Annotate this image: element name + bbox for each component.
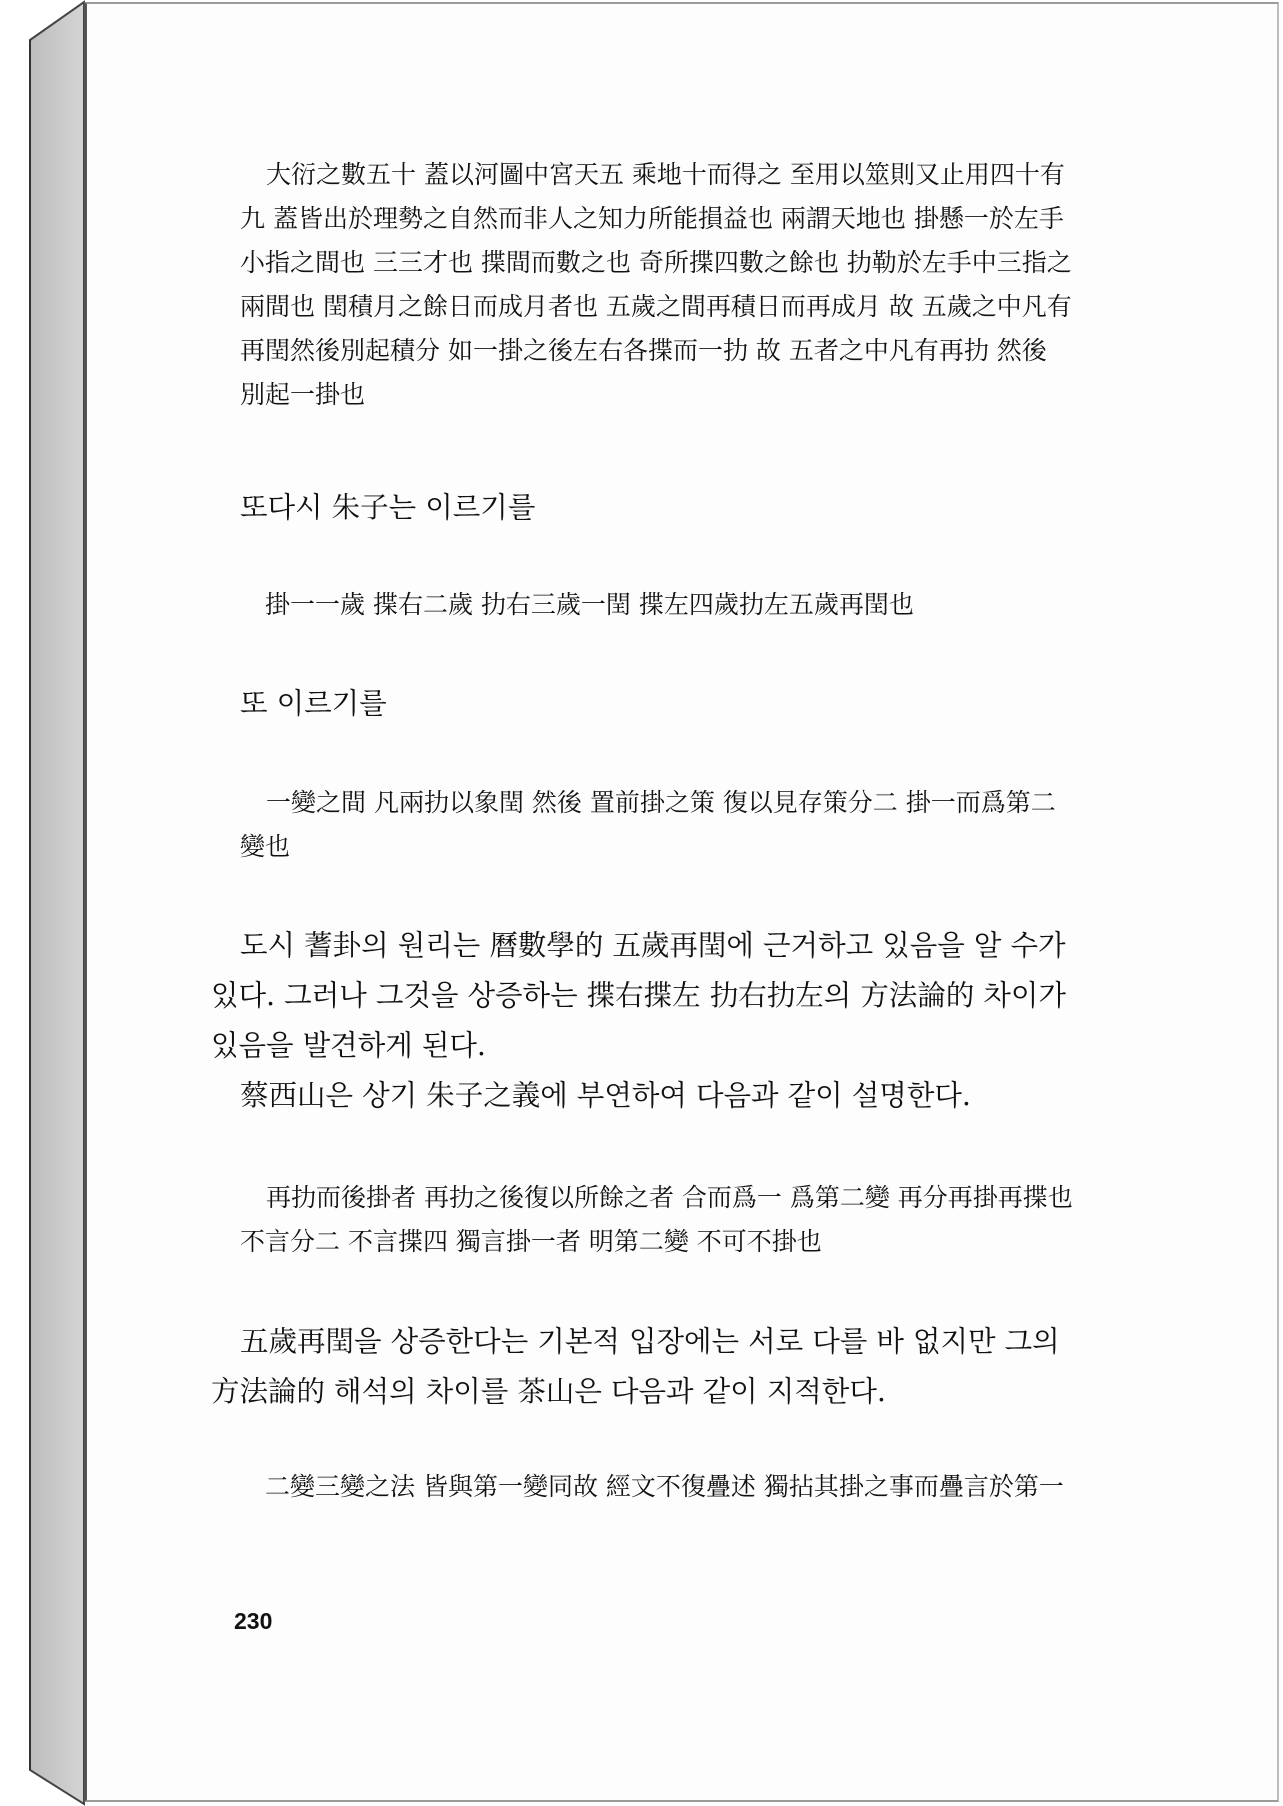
quote-2-line: 掛一一歲 揲右二歲 扐右三歲一閏 揲左四歲扐左五歲再閏也 <box>265 590 914 619</box>
quote-1-line: 大衍之數五十 蓋以河圖中宮天五 乘地十而得之 至用以筮則又止用四十有 <box>266 160 1065 189</box>
paragraph-1-line: 있다. 그러나 그것을 상증하는 揲右揲左 扐右扐左의 方法論的 차이가 <box>211 979 1066 1012</box>
quote-4-line: 再扐而後掛者 再扐之後復以所餘之者 合而爲一 爲第二變 再分再掛再揲也 <box>266 1183 1073 1212</box>
intro-line-2: 또다시 朱子는 이르기를 <box>240 491 536 524</box>
quote-1-line: 兩間也 閏積月之餘日而成月者也 五歲之間再積日而再成月 故 五歲之中凡有 <box>240 292 1072 321</box>
quote-4-line: 不言分二 不言揲四 獨言掛一者 明第二變 不可不掛也 <box>240 1227 822 1256</box>
quote-3-line: 變也 <box>240 832 291 861</box>
quote-1-line: 別起一掛也 <box>240 380 366 409</box>
book-spine-edge <box>0 0 86 1806</box>
quote-3-line: 一變之間 凡兩扐以象閏 然後 置前掛之策 復以見存策分二 掛一而爲第二 <box>266 788 1056 817</box>
intro-line-3: 또 이르기를 <box>240 687 387 720</box>
body-paragraph-2 <box>211 1317 1115 1417</box>
quote-block-3 <box>240 781 1115 869</box>
quote-1-line: 小指之間也 三三才也 揲間而數之也 奇所揲四數之餘也 扐勒於左手中三指之 <box>240 248 1072 277</box>
quote-block-2 <box>265 583 1140 627</box>
quote-block-4 <box>240 1176 1115 1264</box>
quote-1-line: 再閏然後別起積分 如一掛之後左右各揲而一扐 故 五者之中凡有再扐 然後 <box>240 336 1047 365</box>
body-paragraph-1 <box>211 921 1115 1121</box>
paragraph-2-line: 方法論的 해석의 차이를 茶山은 다음과 같이 지적한다. <box>211 1375 886 1408</box>
paragraph-1-line: 蔡西山은 상기 朱子之義에 부연하여 다음과 같이 설명한다. <box>240 1079 971 1112</box>
quote-5-line: 二變三變之法 皆與第一變同故 經文不復疊述 獨拈其掛之事而疊言於第一 <box>265 1472 1064 1501</box>
paragraph-1-line: 있음을 발견하게 된다. <box>211 1029 486 1062</box>
page-number: 230 <box>234 1608 273 1634</box>
paragraph-2-line: 五歲再閏을 상증한다는 기본적 입장에는 서로 다를 바 없지만 그의 <box>240 1325 1060 1358</box>
quote-block-1 <box>240 153 1115 417</box>
quote-1-line: 九 蓋皆出於理勢之自然而非人之知力所能損益也 兩謂天地也 掛懸一於左手 <box>240 204 1064 233</box>
quote-block-5 <box>265 1465 1140 1509</box>
paragraph-1-line: 도시 蓍卦의 원리는 曆數學的 五歲再閏에 근거하고 있음을 알 수가 <box>240 929 1066 962</box>
